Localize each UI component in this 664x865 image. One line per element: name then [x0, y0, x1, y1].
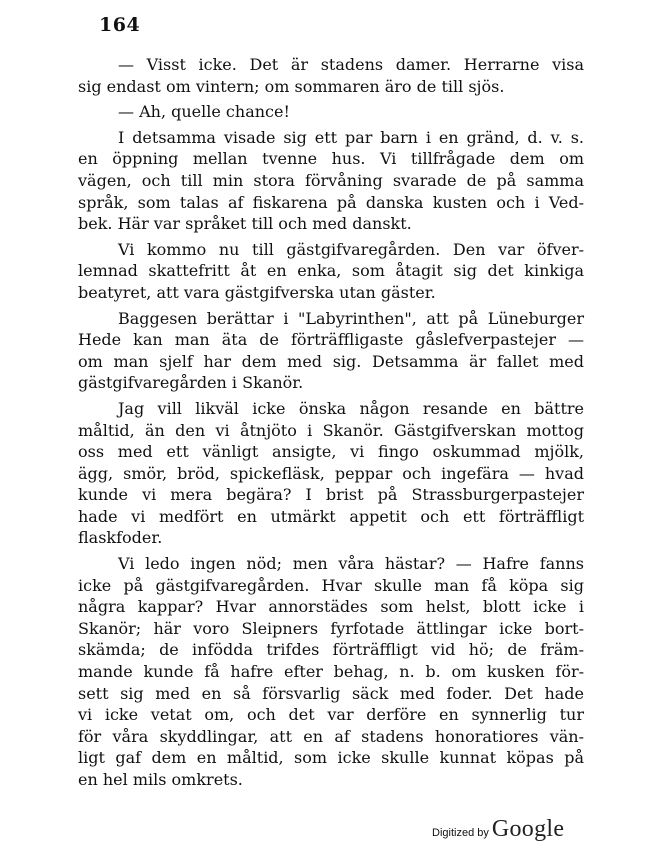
- text-line: vi icke vetat om, och det var derföre en synnerlig tur: [78, 705, 584, 725]
- paragraph: [78, 101, 584, 123]
- text-line: lemnad skattefritt åt en enka, som åtagit sig det kinkiga: [78, 261, 584, 281]
- paragraph: [78, 398, 584, 549]
- text-line: beatyret, att vara gästgifverska utan gäster.: [78, 282, 436, 302]
- text-line: bek. Här var språket till och med danskt.: [78, 214, 412, 234]
- text-line: icke på gästgifvaregården. Hvar skulle man få köpa sig: [78, 575, 584, 595]
- text-line: kunde vi mera begära? I brist på Strassburgerpastejer: [78, 485, 584, 505]
- text-line: flaskfoder.: [78, 528, 163, 548]
- text-line: mande kunde få hafre efter behag, n. b. om kusken för-: [78, 662, 584, 682]
- text-line: skämda; de infödda trifdes förträffligt vid hö; de främ-: [78, 640, 584, 660]
- text-line: för våra skyddlingar, att en af stadens honoratiores vän-: [78, 726, 584, 746]
- text-line: Hede kan man äta de förträffligaste gåslefverpastejer —: [78, 330, 584, 350]
- text-line: Baggesen berättar i "Labyrinthen", att på Lüneburger: [118, 308, 584, 328]
- paragraph: [78, 54, 584, 97]
- text-line: gästgifvaregården i Skanör.: [78, 373, 304, 393]
- text-line: ägg, smör, bröd, spickefläsk, peppar och ingefära — hvad: [78, 463, 584, 483]
- text-line: måltid, än den vi åtnjöto i Skanör. Gästgifverskan mottog: [78, 420, 584, 440]
- paragraph: [78, 239, 584, 304]
- text-line: Jag vill likväl icke önska någon resande en bättre: [118, 398, 584, 418]
- text-line: sett sig med en så försvarlig säck med foder. Det hade: [78, 683, 584, 703]
- text-line: Skanör; här voro Sleipners fyrfotade ättlingar icke bort-: [78, 618, 584, 638]
- google-logo: Google: [491, 816, 565, 842]
- text-line: — Ah, quelle chance!: [118, 102, 290, 122]
- text-line: ligt gaf dem en måltid, som icke skulle kunnat köpas på: [78, 748, 584, 768]
- text-line: I detsamma visade sig ett par barn i en gränd, d. v. s.: [118, 127, 584, 147]
- text-line: om man sjelf har dem med sig. Detsamma är fallet med: [78, 351, 584, 371]
- text-line: — Visst icke. Det är stadens damer. Herrarne visa: [118, 55, 584, 74]
- text-line: språk, som talas af fiskarena på danska kusten och i Ved-: [78, 192, 584, 212]
- page-number: 164: [99, 14, 141, 36]
- text-line: hade vi medfört en utmärkt appetit och ett förträffligt: [78, 506, 584, 526]
- text-line: oss med ett vänligt ansigte, vi fingo oskummad mjölk,: [78, 442, 584, 462]
- text-line: Vi ledo ingen nöd; men våra hästar? — Hafre fanns: [118, 554, 584, 574]
- text-line: några kappar? Hvar annorstädes som helst, blott icke i: [78, 597, 584, 617]
- paragraph: [78, 553, 584, 791]
- digitized-label: Digitized by: [432, 827, 489, 839]
- body-text: [78, 54, 584, 791]
- digitized-by-watermark: [432, 816, 564, 843]
- text-line: sig endast om vintern; om sommaren äro de till sjös.: [78, 76, 505, 96]
- paragraph: [78, 308, 584, 394]
- text-line: en öppning mellan tvenne hus. Vi tillfrågade dem om: [78, 149, 584, 169]
- text-line: Vi kommo nu till gästgifvaregården. Den var öfver-: [118, 239, 584, 259]
- text-line: vägen, och till min stora förvåning svarade de på samma: [78, 170, 584, 190]
- paragraph: [78, 127, 584, 235]
- text-line: en hel mils omkrets.: [78, 770, 243, 789]
